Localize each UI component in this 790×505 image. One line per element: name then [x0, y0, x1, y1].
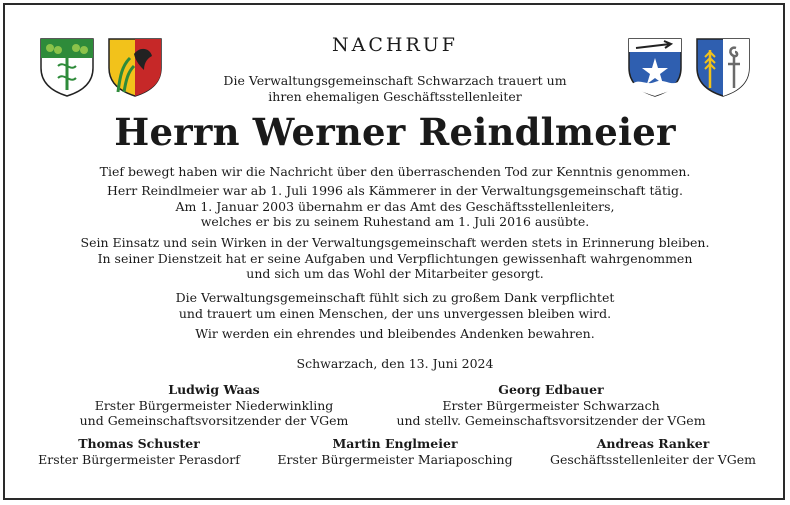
intro-line: ihren ehemaligen Geschäftsstellenleiter — [268, 89, 522, 104]
signatory — [32, 436, 246, 467]
paragraph-line: Wir werden ein ehrendes und bleibendes Andenken bewahren. — [195, 326, 595, 341]
signatory-name: Martin Englmeier — [332, 436, 458, 451]
intro-line: Die Verwaltungsgemeinschaft Schwarzach trauert um — [223, 73, 567, 88]
intro-text — [0, 73, 790, 105]
signatory — [396, 382, 706, 429]
paragraph — [0, 326, 790, 342]
paragraph-line: Die Verwaltungsgemeinschaft fühlt sich zu großem Dank verpflichtet — [175, 290, 615, 305]
signatory-role: und stellv. Gemeinschaftsvorsitzender der VGem — [396, 413, 706, 428]
signatory-role: und Gemeinschaftsvorsitzender der VGem — [79, 413, 349, 428]
signatory-role: Erster Bürgermeister Schwarzach — [442, 397, 660, 413]
paragraph — [0, 164, 790, 180]
signatory-role: Erster Bürgermeister Perasdorf — [38, 451, 240, 467]
paragraph-line: und trauert um einen Menschen, der uns unvergessen bleiben wird. — [178, 305, 612, 321]
paragraph — [0, 290, 790, 321]
signatory-role: Geschäftsstellenleiter der VGem — [549, 451, 757, 467]
notice-heading: NACHRUF — [332, 34, 458, 56]
signatory-name: Andreas Ranker — [596, 436, 710, 451]
deceased-name: Herrn Werner Reindlmeier — [114, 110, 676, 154]
signatory-name: Thomas Schuster — [78, 436, 200, 451]
paragraph-line: Tief bewegt haben wir die Nachricht über den überraschenden Tod zur Kenntnis genommen. — [99, 164, 691, 179]
paragraph-line: In seiner Dienstzeit hat er seine Aufgaben und Verpflichtungen gewissenhaft wahrgenommen — [97, 250, 693, 266]
signatory-name: Ludwig Waas — [168, 382, 260, 397]
signatory — [74, 382, 354, 429]
paragraph-line: welches er bis zu seinem Ruhestand am 1. Juli 2016 ausübte. — [200, 214, 590, 229]
place-date: Schwarzach, den 13. Juni 2024 — [296, 356, 494, 371]
paragraph-line: Sein Einsatz und sein Wirken in der Verwaltungsgemeinschaft werden stets in Erinnerung bleiben. — [80, 235, 710, 250]
paragraph — [0, 183, 790, 230]
paragraph-line: und sich um das Wohl der Mitarbeiter gesorgt. — [246, 266, 544, 281]
paragraph-line: Herr Reindlmeier war ab 1. Juli 1996 als Kämmerer in der Verwaltungsgemeinschaft tätig. — [107, 183, 683, 198]
signatory — [542, 436, 764, 467]
signatory-role: Erster Bürgermeister Niederwinkling — [94, 397, 334, 413]
signatory-name: Georg Edbauer — [498, 382, 604, 397]
signatory — [272, 436, 518, 467]
paragraph-line: Am 1. Januar 2003 übernahm er das Amt des Geschäftsstellenleiters, — [175, 198, 615, 214]
paragraph — [0, 235, 790, 282]
signatory-role: Erster Bürgermeister Mariaposching — [277, 451, 513, 467]
